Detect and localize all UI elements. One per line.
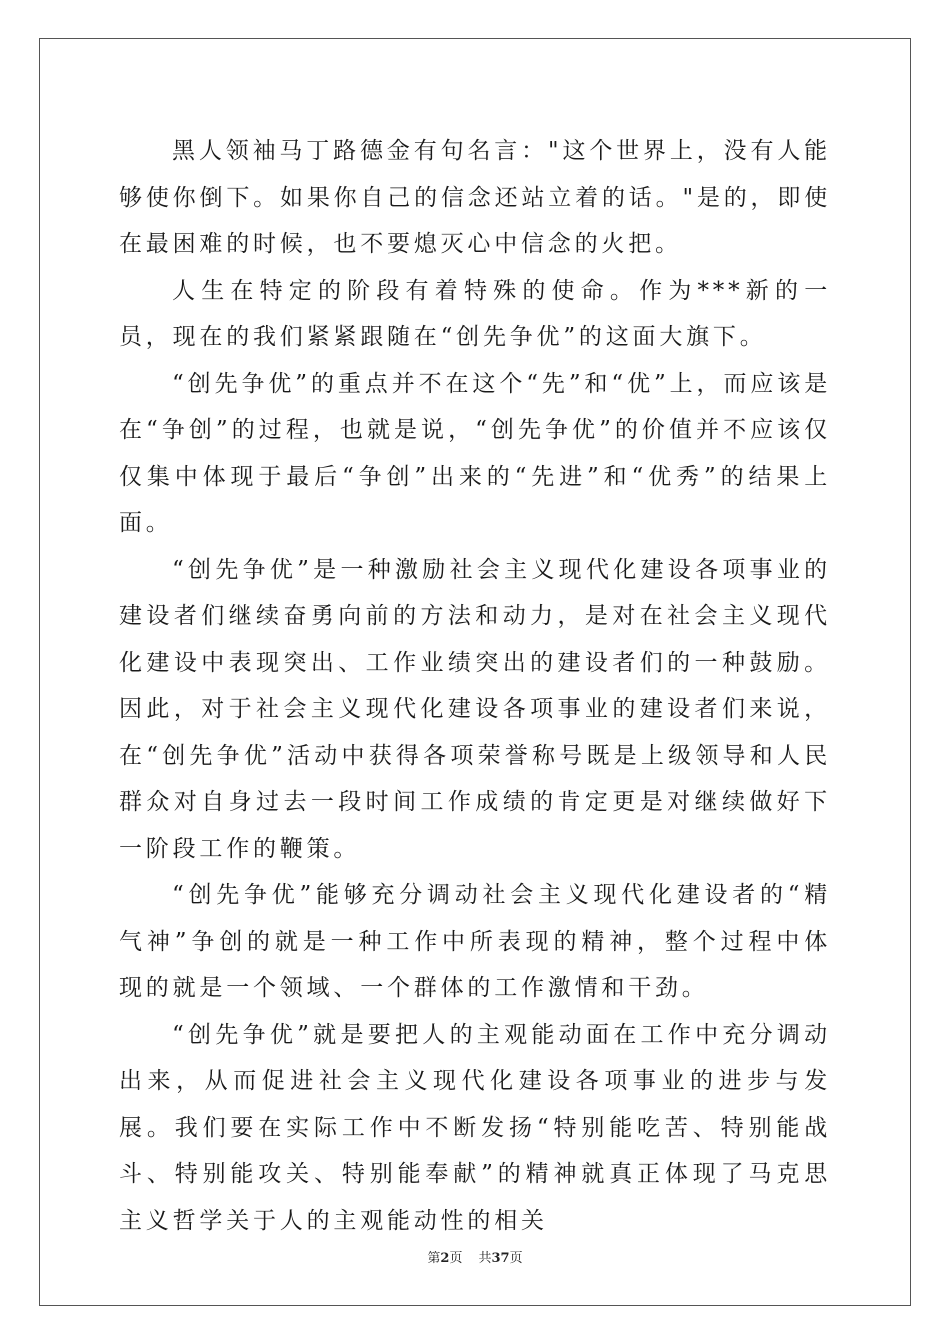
page-suffix: 页 <box>449 1251 463 1266</box>
paragraph-6: “创先争优”就是要把人的主观能动面在工作中充分调动出来，从而促进社会主义现代化建设各项事业的进步与发展。我们要在实际工作中不断发扬“特别能吃苦、特别能战斗、特别能攻关、特别能奉献”的精神就真正体现了马克思主义哲学关于人的主观能动性的相关 <box>119 1021 831 1234</box>
total-prefix: 共 <box>478 1251 492 1266</box>
total-pages: 37 <box>491 1251 510 1266</box>
document-body <box>119 128 831 1244</box>
page-number: 2 <box>440 1251 450 1266</box>
paragraph-1: 黑人领袖马丁路德金有句名言："这个世界上，没有人能够使你倒下。如果你自己的信念还站立着的话。"是的，即使在最困难的时候，也不要熄灭心中信念的火把。 <box>119 138 831 257</box>
paragraph-4: “创先争优”是一种激励社会主义现代化建设各项事业的建设者们继续奋勇向前的方法和动力，是对在社会主义现代化建设中表现突出、工作业绩突出的建设者们的一种鼓励。因此，对于社会主义现代化建设各项事业的建设者们来说，在“创先争优”活动中获得各项荣誉称号既是上级领导和人民群众对自身过去一段时间工作成绩的肯定更是对继续做好下一阶段工作的鞭策。 <box>119 556 831 862</box>
paragraph-2: 人生在特定的阶段有着特殊的使命。作为***新的一员，现在的我们紧紧跟随在“创先争优”的这面大旗下。 <box>119 277 831 350</box>
page-footer <box>0 1247 950 1266</box>
paragraph-3: “创先争优”的重点并不在这个“先”和“优”上，而应该是在“争创”的过程，也就是说，“创先争优”的价值并不应该仅仅集中体现于最后“争创”出来的“先进”和“优秀”的结果上面。 <box>119 370 831 536</box>
page-prefix: 第 <box>427 1251 441 1266</box>
total-suffix: 页 <box>509 1251 523 1266</box>
paragraph-5: “创先争优”能够充分调动社会主义现代化建设者的“精气神”争创的就是一种工作中所表现的精神，整个过程中体现的就是一个领域、一个群体的工作激情和干劲。 <box>119 882 831 1001</box>
